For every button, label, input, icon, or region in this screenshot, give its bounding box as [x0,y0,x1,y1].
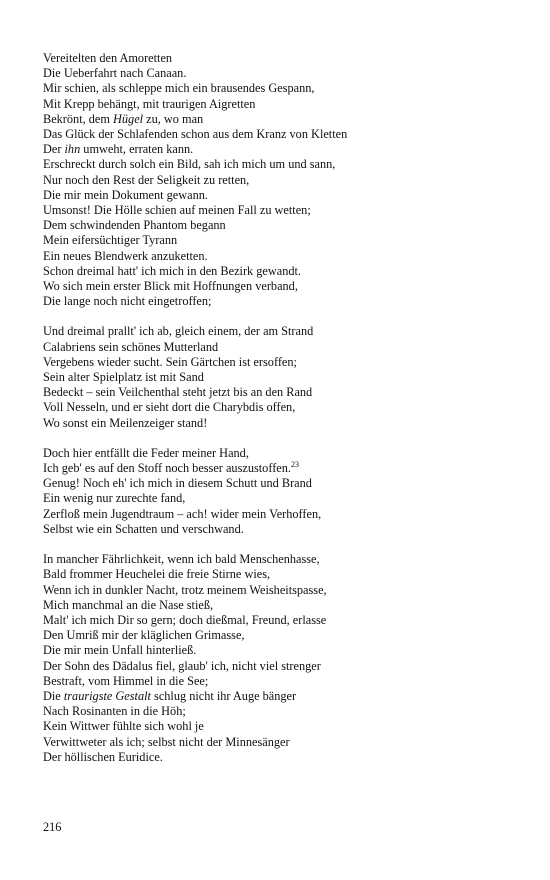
verse-text: Nach Rosinanten in die Höh; [43,704,186,719]
italic-text: ihn [64,142,81,157]
verse-text: Nur noch den Rest der Seligkeit zu retten, [43,172,250,187]
verse-line [43,659,513,674]
verse-line [43,203,513,218]
verse-text: Doch hier entfällt die Feder meiner Hand, [43,445,249,460]
verse-text: Und dreimal prallt' ich ab, gleich einem, der am Strand [43,324,314,339]
verse-text: Kein Wittwer fühlte sich wohl je [43,719,204,734]
verse-line [43,112,513,127]
verse-text: Genug! Noch eh' ich mich in diesem Schutt und Brand [43,476,312,491]
verse-text: Voll Nesseln, und er sieht dort die Charybdis offen, [43,400,296,415]
verse-text: Mit Krepp behängt, mit traurigen Aigretten [43,96,256,111]
page-number: 216 [43,820,62,834]
verse-text: Bald frommer Heuchelei die freie Stirne wies, [43,567,271,582]
verse-text: Erschreckt durch solch ein Bild, sah ich mich um und sann, [43,157,336,172]
verse-line [43,628,513,643]
footnote-marker[interactable]: 23 [290,460,299,470]
verse-line [43,340,513,355]
verse-line [43,674,513,689]
verse-line [43,522,513,537]
verse-line [43,81,513,96]
verse-text: Vergebens wieder sucht. Sein Gärtchen ist ersoffen; [43,354,297,369]
verse-text: Die mir mein Unfall hinterließ. [43,643,197,658]
verse-text: Den Umriß mir der kläglichen Grimasse, [43,628,245,643]
verse-text: Der [43,142,65,157]
verse-text: Wo sonst ein Meilenzeiger stand! [43,415,208,430]
verse-text: Der höllischen Euridice. [43,749,163,764]
verse-line [43,735,513,750]
verse-line [43,66,513,81]
verse-line [43,279,513,294]
verse-line [43,188,513,203]
verse-line [43,157,513,172]
verse-line [43,461,513,476]
verse-text: Verwittweter als ich; selbst nicht der Minnesänger [43,734,290,749]
verse-text: Umsonst! Die Hölle schien auf meinen Fall zu wetten; [43,203,311,218]
verse-text: Wo sich mein erster Blick mit Hoffnungen verband, [43,279,298,294]
italic-text: Hügel [113,111,144,126]
verse-line [43,704,513,719]
stanza [43,552,513,765]
verse-text: umweht, erraten kann. [80,142,194,157]
verse-line [43,264,513,279]
verse-line [43,218,513,233]
verse-text: Vereitelten den Amoretten [43,51,173,65]
verse-text: Zerfloß mein Jugendtraum – ach! wider mein Verhoffen, [43,506,322,521]
verse-line [43,552,513,567]
verse-line [43,324,513,339]
verse-line [43,355,513,370]
verse-text: zu, wo man [143,111,204,126]
verse-text: Malt' ich mich Dir so gern; doch dießmal, Freund, erlasse [43,612,327,627]
verse-text: Selbst wie ein Schatten und verschwand. [43,521,244,536]
verse-line [43,613,513,628]
verse-line [43,97,513,112]
verse-line [43,173,513,188]
verse-text: Ich geb' es auf den Stoff noch besser auszustoffen. [43,461,291,476]
stanza [43,51,513,309]
verse-line [43,567,513,582]
verse-line [43,583,513,598]
verse-text: Sein alter Spielplatz ist mit Sand [43,370,204,385]
italic-text: traurigste Gestalt [63,688,151,703]
verse-line [43,476,513,491]
verse-line [43,294,513,309]
verse-text: Calabriens sein schönes Mutterland [43,339,219,354]
verse-text: Ein neues Blendwerk anzuketten. [43,248,208,263]
verse-text: Schon dreimal hatt' ich mich in den Bezirk gewandt. [43,263,301,278]
verse-text: Ein wenig nur zurechte fand, [43,491,186,506]
verse-line [43,385,513,400]
verse-line [43,416,513,431]
verse-text: Die mir mein Dokument gewann. [43,187,208,202]
verse-line [43,446,513,461]
verse-line [43,507,513,522]
verse-line [43,233,513,248]
verse-text: Mir schien, als schleppe mich ein brausendes Gespann, [43,81,315,96]
verse-line [43,689,513,704]
verse-text: Bedeckt – sein Veilchenthal steht jetzt bis an den Rand [43,385,313,400]
verse-line [43,643,513,658]
verse-line [43,249,513,264]
verse-text: Mein eifersüchtiger Tyrann [43,233,178,248]
verse-line [43,750,513,765]
verse-text: In mancher Fährlichkeit, wenn ich bald Menschenhasse, [43,552,320,567]
verse-text: Die Ueberfahrt nach Canaan. [43,66,187,81]
verse-line [43,598,513,613]
verse-text: Das Glück der Schlafenden schon aus dem Kranz von Kletten [43,127,348,142]
verse-text: Dem schwindenden Phantom begann [43,218,226,233]
stanza [43,324,513,430]
verse-text: Die [43,688,64,703]
verse-line [43,142,513,157]
verse-text: Bekrönt, dem [43,111,114,126]
verse-line [43,400,513,415]
verse-text: Mich manchmal an die Nase stieß, [43,597,214,612]
verse-line [43,719,513,734]
verse-text: Die lange noch nicht eingetroffen; [43,294,212,309]
verse-text: Der Sohn des Dädalus fiel, glaub' ich, nicht viel strenger [43,658,321,673]
verse-line [43,491,513,506]
verse-line [43,370,513,385]
poem-body [43,51,513,780]
verse-line [43,51,513,66]
verse-text: schlug nicht ihr Auge bänger [150,688,297,703]
verse-line [43,127,513,142]
verse-text: Wenn ich in dunkler Nacht, trotz meinem Weisheitspasse, [43,582,327,597]
stanza [43,446,513,537]
verse-text: Bestraft, vom Himmel in die See; [43,673,209,688]
